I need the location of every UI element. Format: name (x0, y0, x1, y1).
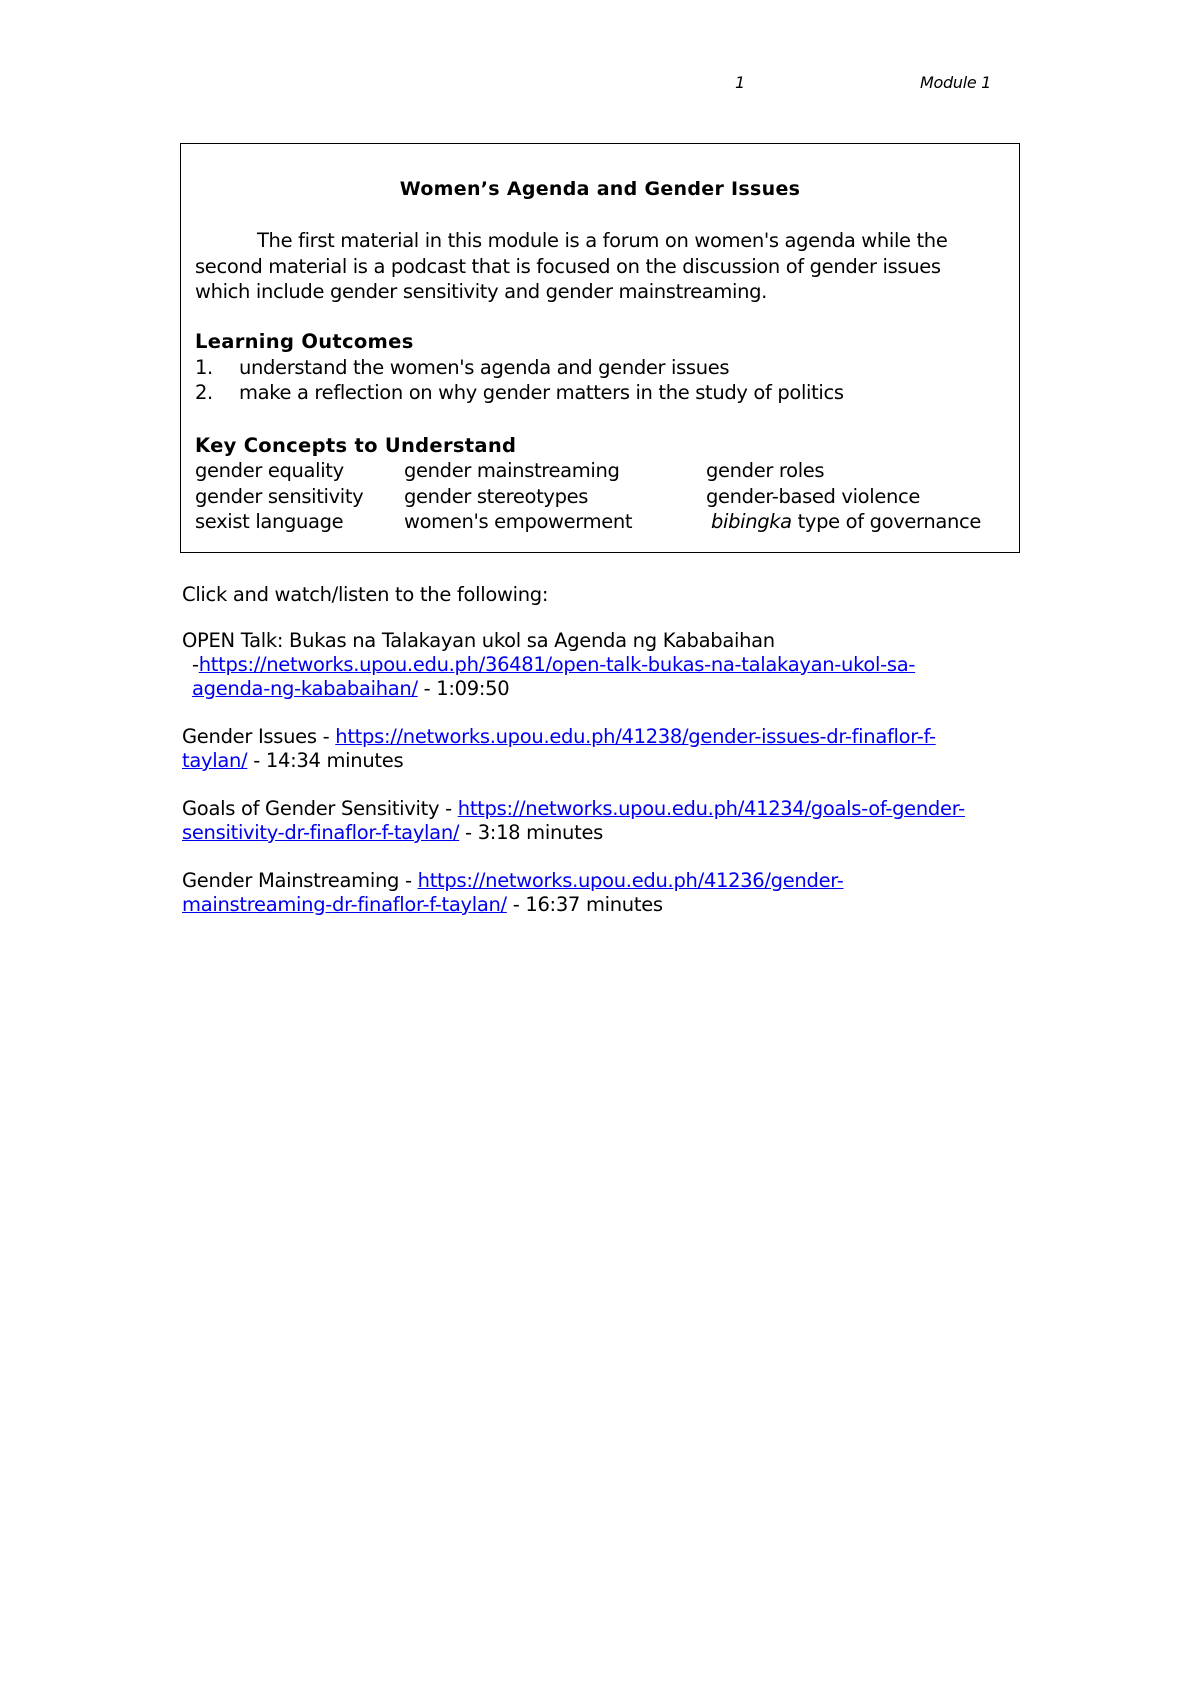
resource-item (182, 629, 1032, 701)
resource-item (182, 869, 1032, 917)
concept-item (711, 509, 981, 535)
resource-duration: - 1:09:50 (417, 677, 510, 700)
intro-line: The first material in this module is a forum on women's agenda while the (257, 229, 948, 252)
intro-line: second material is a podcast that is focused on the discussion of gender issues (195, 254, 941, 278)
resource-link[interactable]: taylan/ (182, 749, 248, 772)
module-label: Module 1 (920, 73, 992, 92)
concept-item: gender mainstreaming (404, 459, 620, 482)
concept-item: women's empowerment (404, 510, 633, 533)
resources-section (182, 583, 1032, 941)
resource-link[interactable]: https://networks.upou.edu.ph/41234/goals-of-gender- (457, 797, 965, 820)
resource-title: Gender Mainstreaming - (182, 869, 418, 892)
list-number: 1. (195, 356, 213, 379)
resource-title: Gender Issues - (182, 725, 336, 748)
resource-link[interactable]: sensitivity-dr-finaflor-f-taylan/ (182, 821, 460, 844)
resource-link[interactable]: https://networks.upou.edu.ph/41236/gender- (417, 869, 844, 892)
resource-link[interactable]: mainstreaming-dr-finaflor-f-taylan/ (182, 893, 507, 916)
module-title: Women’s Agenda and Gender Issues (399, 178, 801, 200)
concept-item: gender-based violence (706, 484, 921, 508)
key-concepts-heading: Key Concepts to Understand (195, 434, 517, 457)
list-item (195, 355, 844, 380)
resource-item (182, 797, 1032, 845)
list-item-text: make a reflection on why gender matters in the study of politics (239, 381, 844, 404)
learning-outcomes-list (195, 355, 844, 405)
concept-item: gender sensitivity (195, 484, 364, 508)
concept-item: gender stereotypes (404, 484, 589, 508)
page-header (0, 73, 1200, 97)
concept-row (195, 458, 1015, 484)
concept-item-text: type of governance (797, 510, 981, 533)
concept-row (195, 509, 1015, 535)
resource-duration: - 3:18 minutes (459, 821, 604, 844)
list-number: 2. (195, 381, 213, 404)
concept-item: gender roles (706, 459, 825, 482)
intro-line: which include gender sensitivity and gender mainstreaming. (195, 280, 767, 303)
resource-duration: - 14:34 minutes (247, 749, 404, 772)
concept-item: gender equality (195, 459, 344, 482)
key-concepts-grid (195, 458, 1015, 535)
concept-item: sexist language (195, 510, 344, 533)
resource-link[interactable]: https://networks.upou.edu.ph/36481/open-talk-bukas-na-talakayan-ukol-sa- (198, 653, 916, 676)
resource-link[interactable]: https://networks.upou.edu.ph/41238/gender-issues-dr-finaflor-f- (335, 725, 936, 748)
learning-outcomes-heading: Learning Outcomes (195, 330, 414, 353)
concept-italic-term: bibingka (711, 510, 792, 533)
page-number: 1 (735, 73, 745, 92)
list-item-text: understand the women's agenda and gender issues (239, 356, 730, 379)
list-item (195, 380, 844, 405)
resource-title: OPEN Talk: Bukas na Talakayan ukol sa Agenda ng Kababaihan (182, 629, 775, 652)
module-intro-paragraph (195, 228, 995, 305)
resources-intro: Click and watch/listen to the following: (182, 583, 549, 606)
resource-title: Goals of Gender Sensitivity - (182, 797, 458, 820)
resource-item (182, 725, 1032, 773)
resource-duration: - 16:37 minutes (506, 893, 663, 916)
resource-separator: - (192, 653, 199, 676)
resource-link[interactable]: agenda-ng-kababaihan/ (192, 677, 418, 700)
module-overview-box (180, 143, 1020, 553)
concept-row (195, 484, 1015, 510)
